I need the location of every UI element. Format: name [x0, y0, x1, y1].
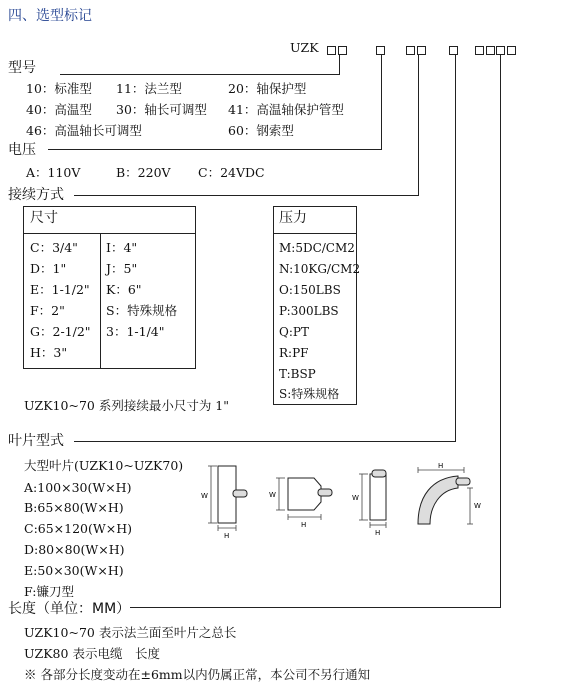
voltage-option: B：220V: [116, 165, 171, 180]
connector-model-horizontal: [60, 74, 340, 75]
size-option: G：2-1/2": [30, 324, 91, 339]
pressure-option: Q:PT: [279, 325, 309, 339]
size-option: D：1": [30, 261, 67, 276]
dimension-w-label: W: [269, 491, 276, 499]
blade-drawing-sickle: [412, 464, 484, 534]
model-option: 10：标准型: [26, 81, 92, 96]
blade-drawing-narrow: [350, 466, 400, 538]
model-option: 60：钢索型: [228, 123, 294, 138]
size-option: J：5": [106, 261, 138, 276]
blade-option: B:65×80(W×H): [24, 500, 124, 515]
pressure-option: O:150LBS: [279, 283, 341, 297]
size-option: I：4": [106, 240, 138, 255]
size-option: S：特殊规格: [106, 303, 178, 318]
code-group-3: [406, 42, 427, 56]
blade-heading: 叶片型式: [8, 433, 64, 449]
section-title: 四、选型标记: [8, 8, 92, 24]
connector-length-horizontal: [130, 607, 501, 608]
pressure-option: N:10KG/CM2: [279, 262, 361, 276]
connector-model-vertical: [339, 55, 340, 74]
size-table-title: 尺寸: [30, 210, 58, 226]
blade-option: F:镰刀型: [24, 584, 74, 599]
size-option: 3：1-1/4": [106, 324, 165, 339]
dimension-h-label: H: [375, 529, 381, 537]
blade-option: C:65×120(W×H): [24, 521, 132, 536]
length-heading: 长度（单位：MM）: [8, 601, 131, 617]
blade-drawing-tapered: [268, 472, 338, 542]
connector-blade-vertical: [455, 55, 456, 441]
code-group-1: [327, 42, 348, 56]
voltage-heading: 电压: [8, 142, 36, 158]
model-option: 20：轴保护型: [228, 81, 307, 96]
dimension-w-label: W: [474, 502, 481, 510]
model-option: 46：高温轴长可调型: [26, 123, 142, 138]
dimension-h-label: H: [301, 521, 307, 529]
blade-subheading: 大型叶片(UZK10~UZK70): [24, 458, 184, 473]
connection-heading: 接续方式: [8, 187, 64, 203]
model-code-prefix: UZK: [290, 40, 319, 55]
connector-connection-horizontal: [74, 195, 419, 196]
model-option: 41：高温轴保护管型: [228, 102, 344, 117]
pressure-option: T:BSP: [279, 367, 316, 381]
connector-length-vertical: [500, 55, 501, 607]
pressure-option: R:PF: [279, 346, 309, 360]
dimension-w-label: W: [352, 494, 359, 502]
voltage-option: C：24VDC: [198, 165, 265, 180]
model-option: 30：轴长可调型: [116, 102, 207, 117]
code-group-2: [376, 42, 387, 56]
model-option: 11：法兰型: [116, 81, 182, 96]
model-option: 40：高温型: [26, 102, 92, 117]
length-note: UZK10~70 表示法兰面至叶片之总长: [24, 625, 237, 640]
connector-blade-horizontal: [74, 441, 456, 442]
connection-note: UZK10~70 系列接续最小尺寸为 1": [24, 398, 229, 413]
length-note: UZK80 表示电缆 长度: [24, 646, 160, 661]
pressure-table-divider: [273, 233, 357, 234]
size-option: E：1-1/2": [30, 282, 90, 297]
blade-option: E:50×30(W×H): [24, 563, 124, 578]
code-group-4: [449, 42, 460, 56]
pressure-option: P:300LBS: [279, 304, 339, 318]
size-option: K：6": [106, 282, 142, 297]
blade-drawing-rectangular: [200, 462, 260, 544]
connector-voltage-horizontal: [48, 149, 382, 150]
size-option: F：2": [30, 303, 65, 318]
connector-connection-vertical: [418, 55, 419, 195]
code-group-5: [475, 42, 517, 56]
blade-option: D:80×80(W×H): [24, 542, 125, 557]
dimension-h-label: H: [438, 462, 444, 470]
dimension-w-label: W: [201, 492, 208, 500]
pressure-option: S:特殊规格: [279, 387, 340, 401]
size-table-divider: [23, 233, 196, 234]
size-option: H：3": [30, 345, 68, 360]
size-option: C：3/4": [30, 240, 78, 255]
voltage-option: A：110V: [26, 165, 81, 180]
dimension-h-label: H: [224, 532, 230, 540]
pressure-option: M:5DC/CM2: [279, 241, 355, 255]
model-type-heading: 型号: [8, 60, 36, 76]
connector-voltage-vertical: [381, 55, 382, 149]
length-note: ※ 各部分长度变动在±6mm以内仍属正常，本公司不另行通知: [24, 667, 371, 682]
pressure-table-title: 压力: [279, 210, 307, 226]
size-table-column-divider: [100, 233, 101, 369]
blade-option: A:100×30(W×H): [24, 480, 132, 495]
